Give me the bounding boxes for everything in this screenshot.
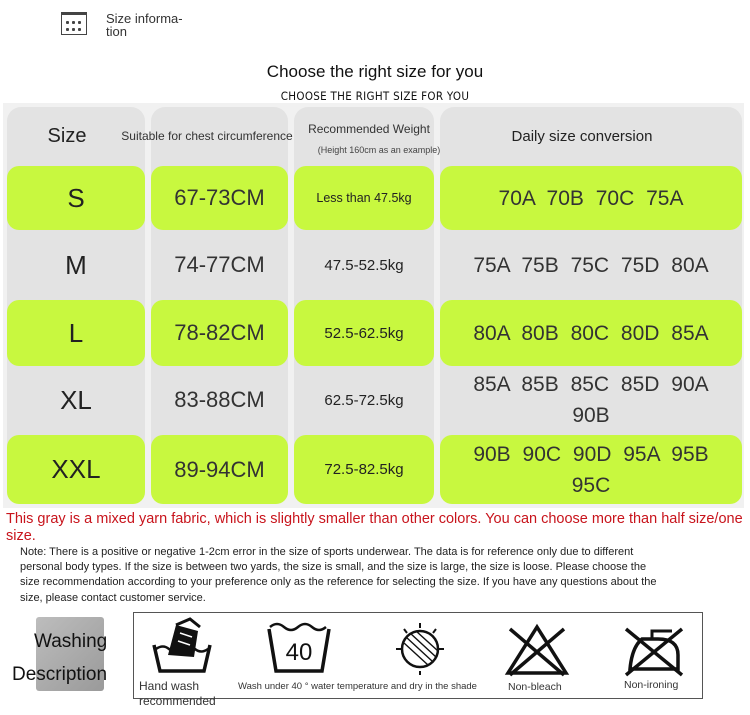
non-bleach-label: Non-bleach [508,681,562,693]
weight-header-note: (Height 160cm as an example) [317,145,441,155]
row-xxl-size: XXL [7,435,145,504]
non-bleach-icon [504,623,570,679]
row-s-chest: 67-73CM [151,166,288,230]
row-xxl-weight: 72.5-82.5kg [294,435,434,504]
row-l-chest: 78-82CM [151,300,288,366]
row-m-weight: 47.5-52.5kg [324,256,404,274]
row-m-size: M [65,249,87,280]
row-xxl-chest: 89-94CM [151,435,288,504]
row-xl-size: XL [60,384,92,415]
size-header: Size [47,124,87,147]
hand-wash-icon [150,617,214,675]
row-l-weight: 52.5-62.5kg [294,300,434,366]
washing-title: Washing Description [12,631,108,685]
svg-text:40: 40 [285,639,313,666]
row-s-conversion: 70A 70B 70C 75A [440,166,742,230]
row-xl-weight: 62.5-72.5kg [324,391,404,409]
hand-wash-label: Hand wash recommended [139,679,216,708]
non-ironing-label: Non-ironing [624,679,679,691]
row-xxl-conversion: 90B 90C 90D 95A 95B 95C [440,435,742,504]
row-l-conversion: 80A 80B 80C 80D 85A [440,300,742,366]
fabric-note: This gray is a mixed yarn fabric, which is slightly smaller than other colors. You can choose more than half size/one size. [6,511,743,544]
weight-header: Recommended Weight [308,122,430,136]
row-s-weight: Less than 47.5kg [294,166,434,230]
row-m-chest: 74-77CM [174,252,265,277]
page-title: Choose the right size for you [266,62,484,81]
row-l-size: L [7,300,145,366]
row-xl-conversion: 85A 85B 85C 85D 90A 90B [473,373,709,427]
row-s-size: S [7,166,145,230]
size-info-icon [61,12,87,35]
page-subtitle: CHOOSE THE RIGHT SIZE FOR YOU [280,89,470,103]
wash-40-icon [266,617,332,675]
conversion-header: Daily size conversion [511,127,653,145]
washing-instructions [133,612,703,708]
size-error-note: Note: There is a positive or negative 1-2cm error in the size of sports underwear. The data is for reference only due to different personal body types. If the size is between two yards, the size is small, and the size is large, the size is loose. Please choose the size recommendation according to your preference only as the reference for selecting the size. If you have any questions about the size, please contact customer service. [20,546,657,604]
section-label: Size informa- tion [106,11,183,39]
dry-in-shade-icon [392,619,448,675]
row-m-conversion: 75A 75B 75C 75D 80A [473,253,709,277]
chest-header: Suitable for chest circumference [121,129,293,143]
wash-40-label: Wash under 40 ° water temperature and dry in the shade [238,681,477,692]
non-ironing-icon [622,625,686,677]
row-xl-chest: 83-88CM [174,387,265,412]
